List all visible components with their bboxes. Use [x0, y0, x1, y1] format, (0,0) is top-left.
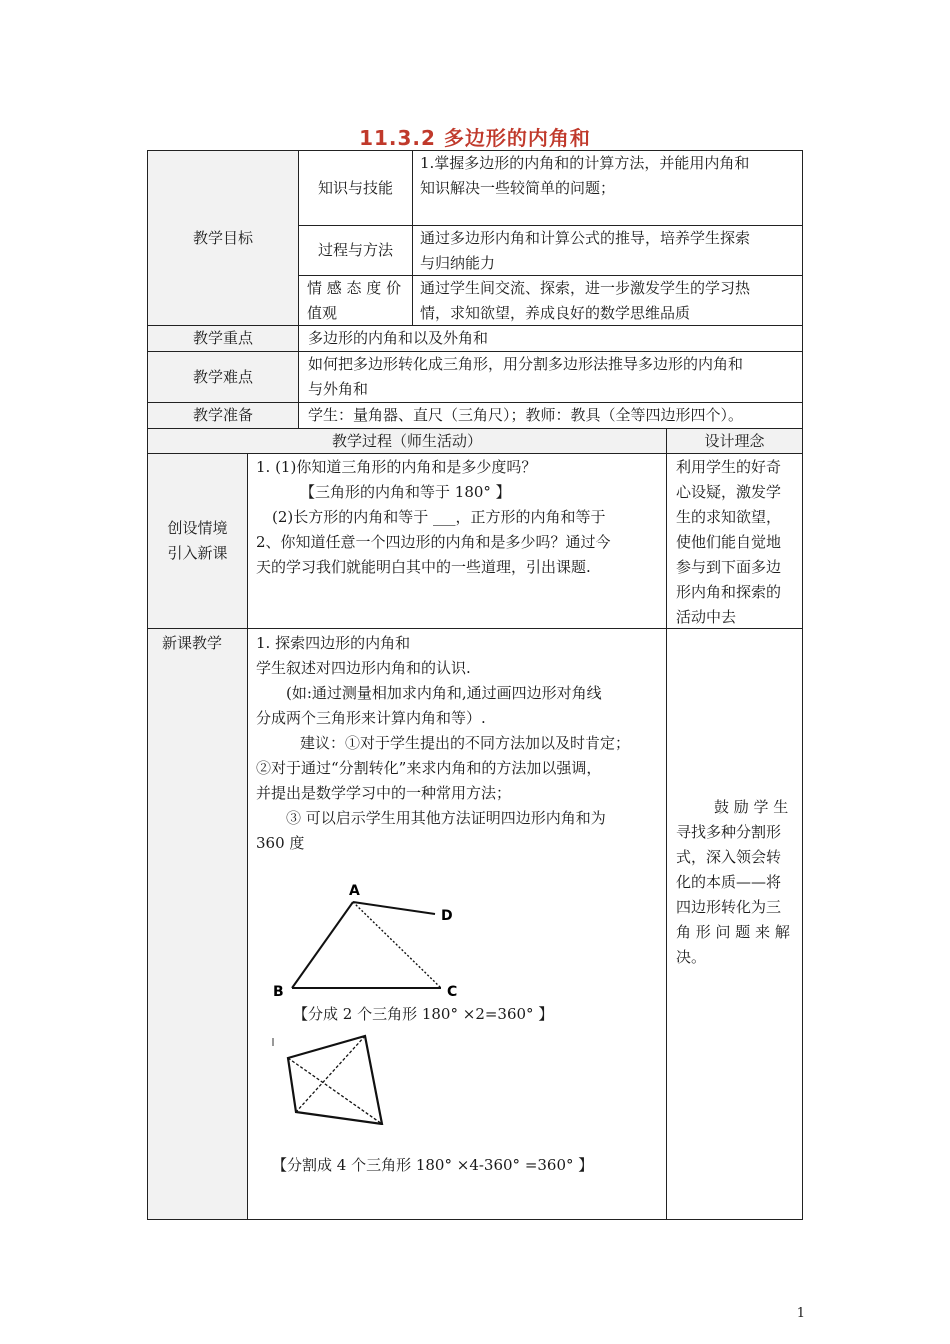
- objectives-label: 教学目标: [192, 228, 253, 247]
- process-activity-header: 教学过程（师生活动）: [331, 431, 482, 450]
- objective-type-knowledge: 知识与技能: [317, 178, 393, 197]
- lesson-line: 并提出是数学学习中的一种常用方法；: [256, 784, 512, 802]
- concept-line: 使他们能自觉地: [676, 533, 782, 551]
- vertex-label-c: C: [447, 984, 458, 1000]
- difficulties-line: 如何把多边形转化成三角形，用分割多边形法推导多边形的内角和: [308, 355, 744, 373]
- concept-line: 角 形 问 题 来 解: [676, 923, 790, 941]
- preparation-label: 教学准备: [192, 406, 253, 424]
- lesson-line: 分成两个三角形来计算内角和等）.: [256, 709, 486, 727]
- lesson-line: (如:通过测量相加求内角和,通过画四边形对角线: [286, 684, 602, 702]
- concept-line: 形内角和探索的: [676, 583, 782, 601]
- concept-line: 生的求知欲望，: [676, 508, 782, 526]
- lesson-line: 360 度: [256, 834, 305, 852]
- concept-line: 四边形转化为三: [676, 898, 782, 916]
- objective-text-knowledge: [420, 151, 800, 225]
- objective-type-line: 值观: [307, 304, 338, 322]
- difficulties-label: 教学难点: [192, 367, 253, 386]
- concept-line: 参与到下面多边: [676, 558, 782, 576]
- diagram1-caption: 【分成 2 个三角形 180° ×2=360° 】: [293, 1005, 554, 1023]
- vertex-label-a: A: [349, 883, 360, 899]
- objective-type-attitude: [307, 276, 412, 325]
- page-title: 11.3.2 多边形的内角和: [359, 126, 591, 150]
- vertex-label-d: D: [441, 908, 453, 924]
- lesson-line: 建议：①对于学生提出的不同方法加以及时肯定；: [300, 734, 631, 752]
- objective-type-process: 过程与方法: [317, 241, 393, 259]
- key-points-text: 多边形的内角和以及外角和: [308, 329, 489, 347]
- concept-line: 决。: [676, 948, 707, 966]
- intro-line: 天的学习我们就能明白其中的一些道理，引出课题.: [256, 558, 591, 576]
- vertex-label-b: B: [273, 984, 284, 1000]
- intro-concept: [676, 455, 800, 627]
- concept-line: 化的本质——将: [676, 873, 782, 891]
- lesson-line: 学生叙述对四边形内角和的认识.: [256, 659, 471, 677]
- intro-line: 2、你知道任意一个四边形的内角和是多少吗？通过今: [256, 533, 611, 551]
- new-lesson-concept: [676, 795, 800, 975]
- concept-line: 利用学生的好奇: [676, 458, 782, 476]
- quadrilateral-split-diagram: [265, 878, 475, 1003]
- objective-line: 与归纳能力: [420, 254, 496, 272]
- objective-type-line: 情 感 态 度 价: [307, 279, 402, 297]
- objective-line: 1.掌握多边形的内角和的计算方法，并能用内角和: [420, 154, 750, 172]
- intro-stage-line: 引入新课: [167, 544, 228, 562]
- objective-text-attitude: [420, 276, 800, 325]
- new-lesson-stage-cell: [148, 629, 247, 1219]
- concept-line: 心设疑，激发学: [676, 483, 782, 501]
- objective-line: 通过多边形内角和计算公式的推导，培养学生探索: [420, 229, 751, 247]
- concept-line: 鼓 励 学 生: [714, 798, 789, 816]
- objective-line: 知识解决一些较简单的问题；: [420, 179, 616, 197]
- process-concept-header: 设计理念: [704, 431, 765, 450]
- key-points-label: 教学重点: [192, 329, 253, 347]
- lesson-line: ③ 可以启示学生用其他方法证明四边形内角和为: [286, 809, 606, 827]
- preparation-text: 学生：量角器、直尺（三角尺）；教师：教具（全等四边形四个）。: [308, 406, 744, 424]
- intro-stage-label: [148, 454, 247, 628]
- new-lesson-activity: [256, 631, 664, 861]
- difficulties-line: 与外角和: [308, 380, 369, 398]
- intro-line: (2)长方形的内角和等于 ___，正方形的内角和等于: [272, 508, 606, 526]
- difficulties-text: [308, 352, 800, 402]
- concept-line: 式，深入领会转: [676, 848, 782, 866]
- lesson-line: ②对于通过“分割转化”来求内角和的方法加以强调，: [256, 759, 602, 777]
- intro-stage-line: 创设情境: [167, 519, 228, 537]
- quadrilateral-diagonals-diagram: [268, 1030, 398, 1125]
- concept-line: 活动中去: [676, 608, 737, 626]
- concept-line: 寻找多种分割形: [676, 823, 782, 841]
- diagram2-caption: 【分割成 4 个三角形 180° ×4-360° =360° 】: [272, 1156, 594, 1174]
- new-lesson-stage-label: 新课教学: [162, 634, 223, 652]
- objective-line: 通过学生间交流、探索，进一步激发学生的学习热: [420, 279, 751, 297]
- intro-activity: [256, 455, 664, 627]
- intro-line: 1. (1)你知道三角形的内角和是多少度吗？: [256, 458, 537, 476]
- objective-line: 情，求知欲望，养成良好的数学思维品质: [420, 304, 691, 322]
- page-number: 1: [796, 1306, 805, 1321]
- lesson-line: 1. 探索四边形的内角和: [256, 634, 411, 652]
- intro-line: 【三角形的内角和等于 180° 】: [300, 483, 511, 501]
- objective-text-process: [420, 226, 800, 275]
